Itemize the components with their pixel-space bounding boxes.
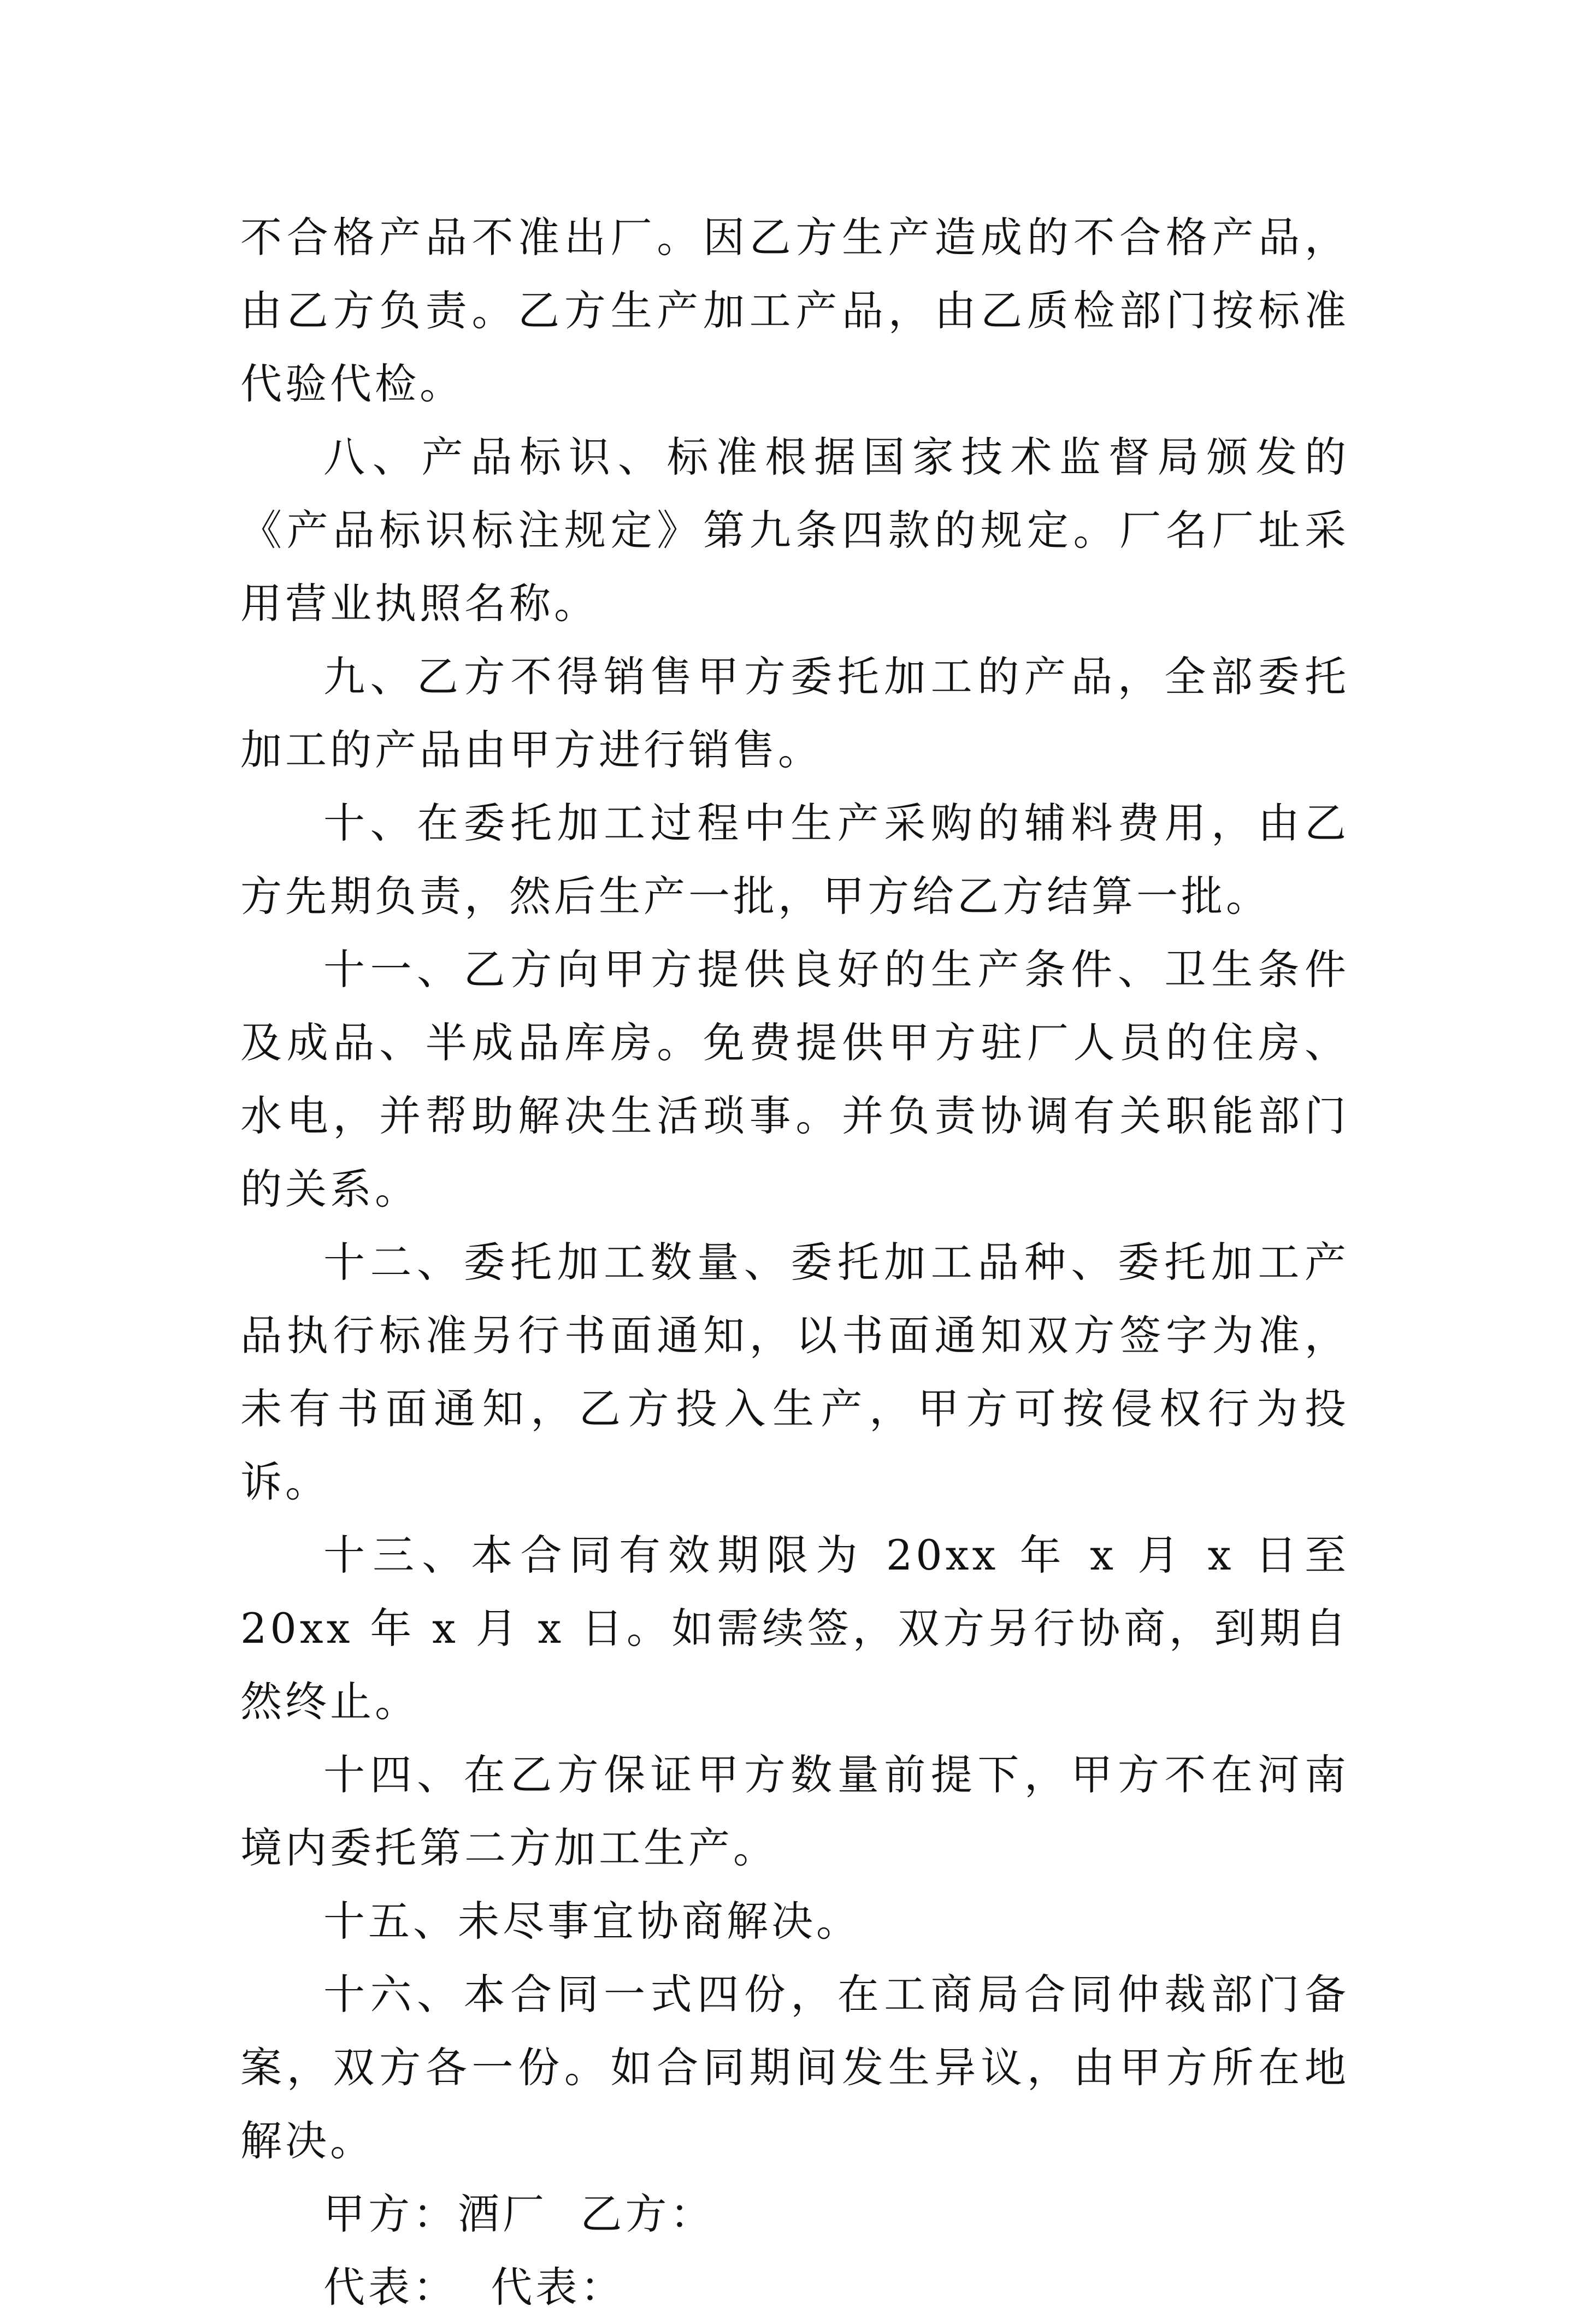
clause-13-validity-period: 十三、本合同有效期限为 20xx 年 x 月 x 日至 20xx 年 x 月 x 日。如需续签，双方另行协商，到期自然终止。 (240, 1531, 1349, 1726)
clause-16-copies-disputes: 十六、本合同一式四份，在工商局合同仲裁部门备案，双方各一份。如合同期间发生异议，由甲方所在地解决。 (240, 1970, 1349, 2165)
contract-body (240, 201, 1349, 2324)
clause-11-production-conditions: 十一、乙方向甲方提供良好的生产条件、卫生条件及成品、半成品库房。免费提供甲方驻厂人员的住房、水电，并帮助解决生活琐事。并负责协调有关职能部门的关系。 (240, 945, 1349, 1213)
clause-9-sales: 九、乙方不得销售甲方委托加工的产品，全部委托加工的产品由甲方进行销售。 (240, 652, 1349, 774)
clause-10-materials-cost: 十、在委托加工过程中生产采购的辅料费用，由乙方先期负责，然后生产一批，甲方给乙方结算一批。 (240, 799, 1349, 921)
clause-12-processing-notice: 十二、委托加工数量、委托加工品种、委托加工产品执行标准另行书面通知，以书面通知双方签字为准，未有书面通知，乙方投入生产，甲方可按侵权行为投诉。 (240, 1238, 1349, 1506)
paragraph-quality-inspection: 不合格产品不准出厂。因乙方生产造成的不合格产品，由乙方负责。乙方生产加工产品，由乙质检部门按标准代验代检。 (240, 213, 1349, 408)
clause-14-exclusivity: 十四、在乙方保证甲方数量前提下，甲方不在河南境内委托第二方加工生产。 (240, 1750, 1349, 1872)
signature-representatives: 代表： 代表： (323, 2263, 626, 2311)
clause-8-product-labeling: 八、产品标识、标准根据国家技术监督局颁发的《产品标识标注规定》第九条四款的规定。厂名厂址采用营业执照名称。 (240, 433, 1349, 628)
clause-15-unresolved-matters: 十五、未尽事宜协商解决。 (323, 1897, 861, 1945)
signature-parties: 甲方：酒厂 乙方： (323, 2190, 715, 2238)
